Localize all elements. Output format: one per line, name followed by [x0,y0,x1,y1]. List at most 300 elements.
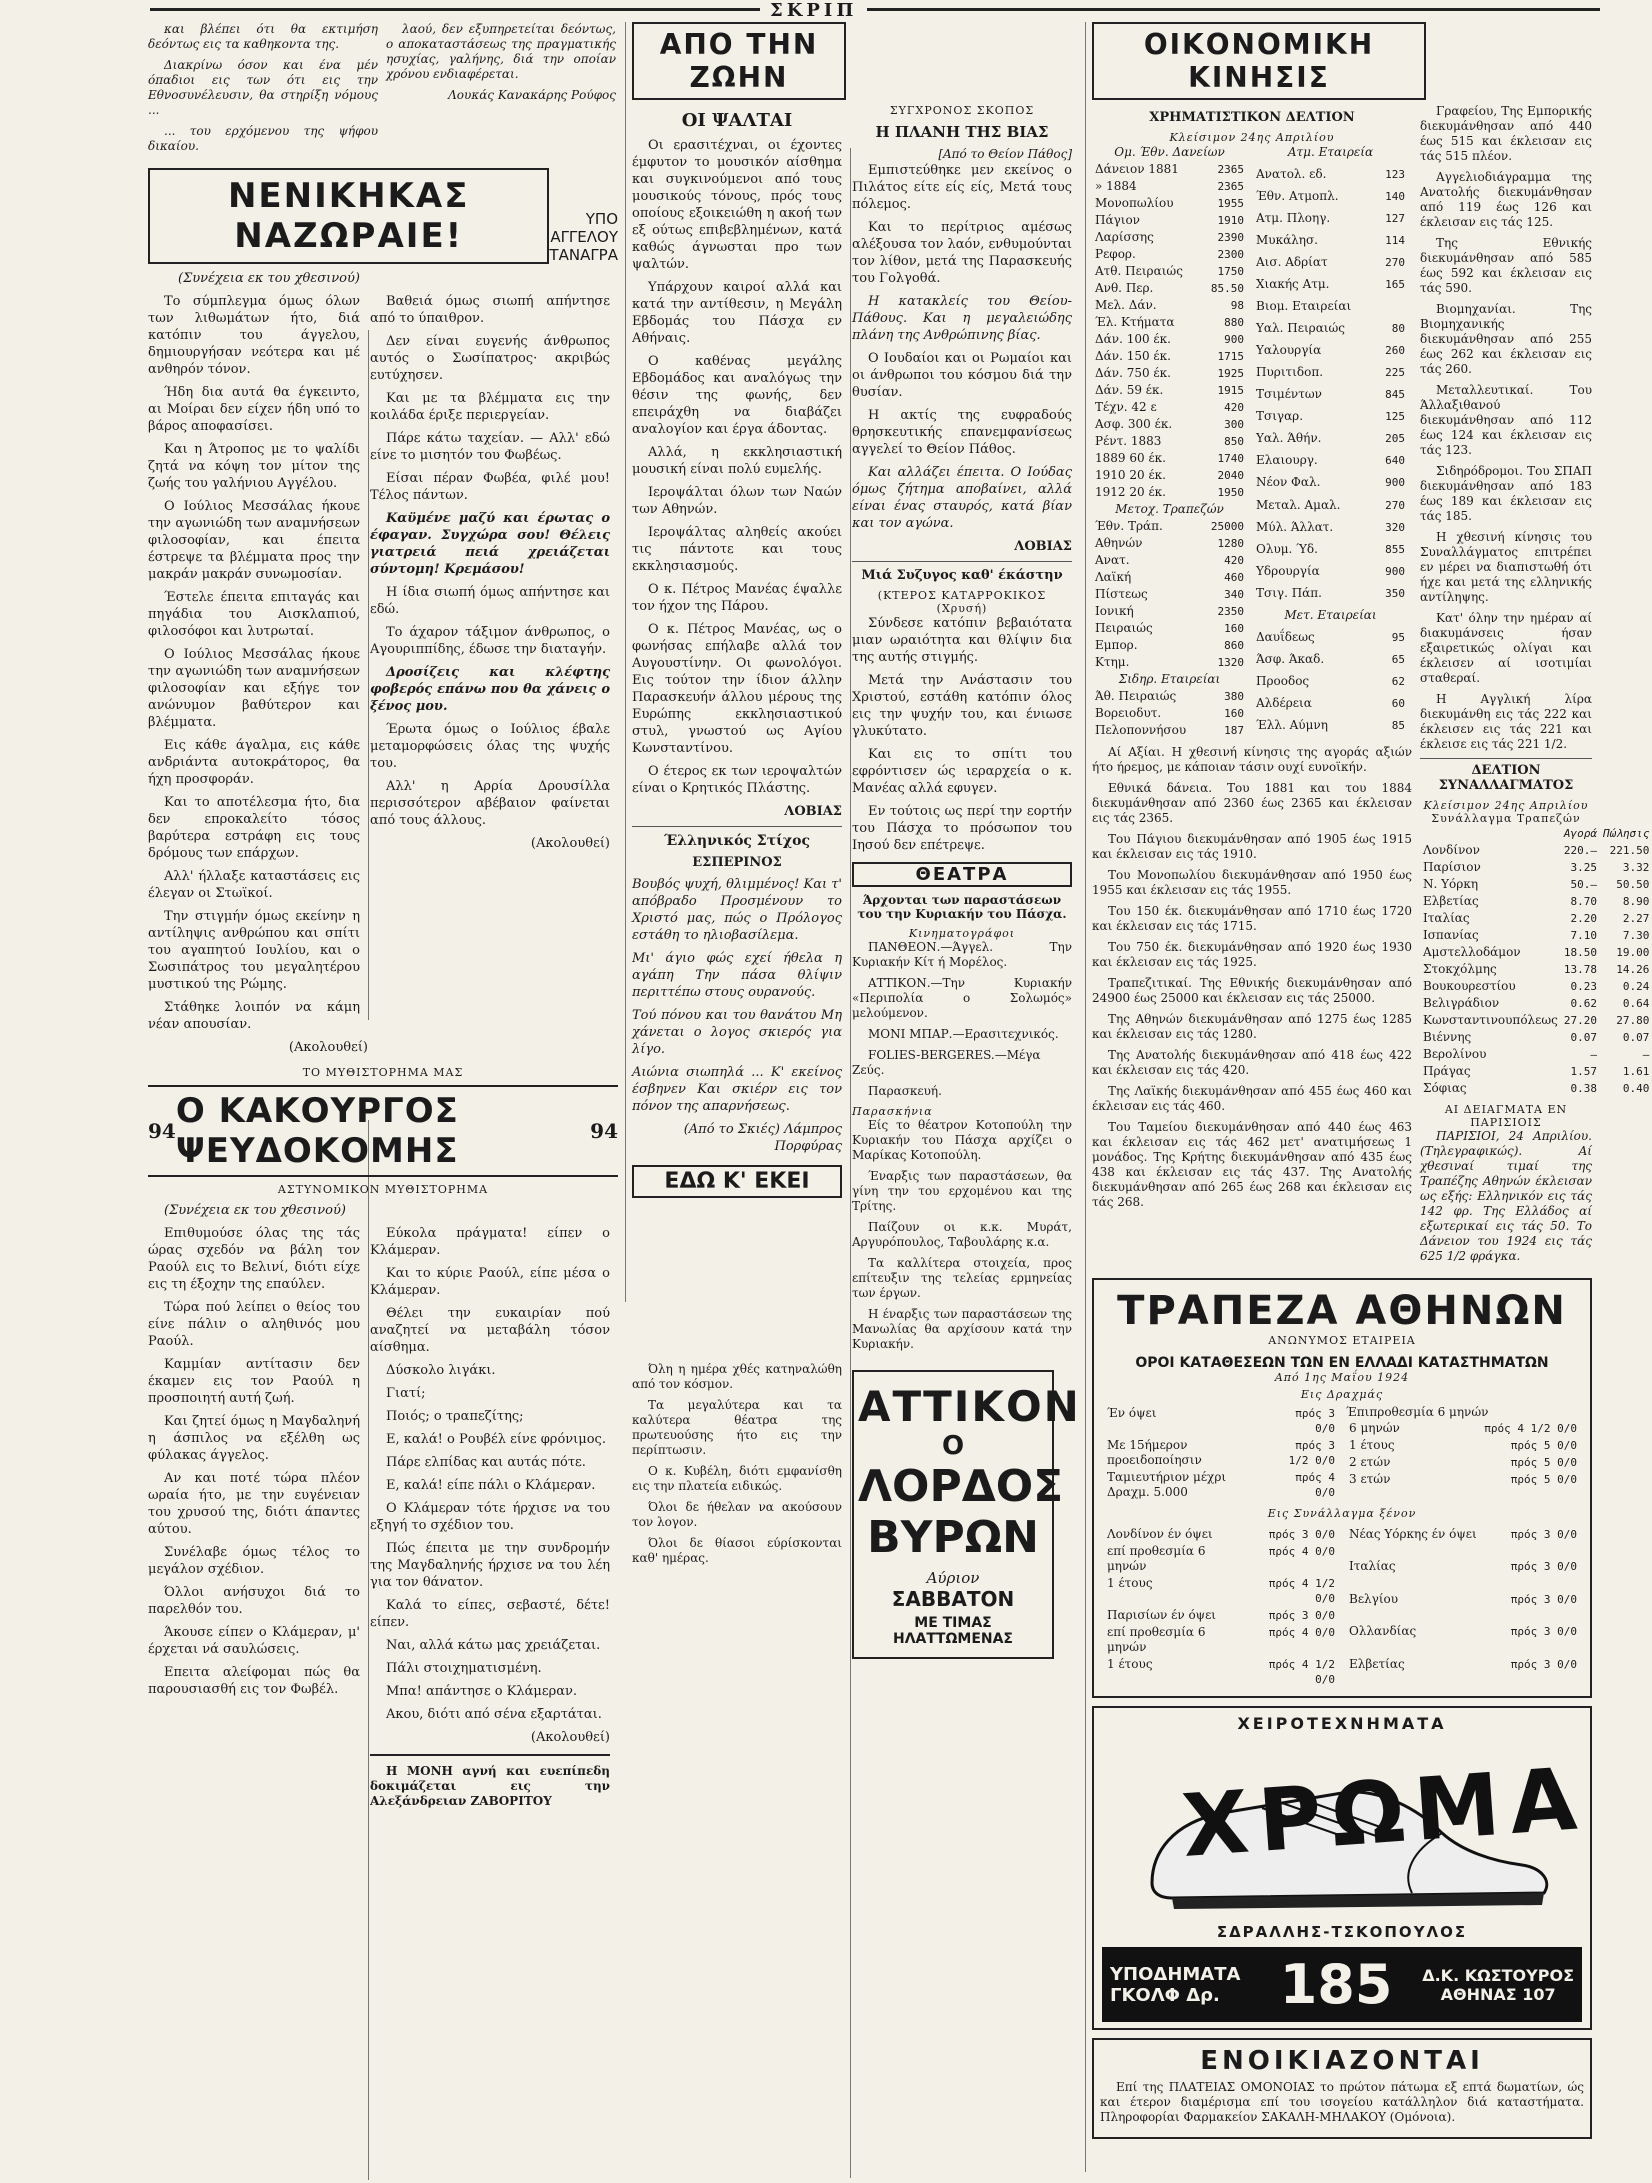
paragraph: Βιομηχανίαι. Της Βιομηχανικής διεκυμάνθησαν από 255 έως 262 και έκλεισαν εις τάς 260. [1420,302,1592,376]
table-row [1253,386,1408,408]
story-col-2 [370,293,610,1039]
middle-bottom [632,1362,1081,1667]
table-row [1420,995,1652,1012]
row-value: 460 [1224,571,1244,584]
ad-line: Αύριον [926,1569,980,1587]
table-row [1253,585,1408,607]
row-label: Ανθ. Περ. [1095,281,1154,295]
row-value: πρός 3 1/2 0/0 [1288,1439,1335,1467]
table-header: Ατμ. Εταιρεία [1287,145,1374,159]
bulletin-title: ΧΡΗΜΑΤΙΣΤΙΚΟΝ ΔΕΛΤΙΟΝ [1149,110,1355,125]
paragraph: Επειτα αλείφομαι πώς θα παρουσιασθή εις τον Φωβέλ. [148,1665,360,1697]
paragraph: Πάρε ελπίδας και αυτάς πότε. [386,1455,586,1470]
paragraph: Η Αγγλική λίρα διεκυμάνθη εις τάς 222 και έκλεισεν εις τάς 221 και έκλεισε εις τάς 221 1/2. [1420,692,1592,751]
row-value: 80 [1391,322,1405,336]
paragraph: Του Μονοπωλίου διεκυμάνθησαν από 1950 έως 1955 και έκλεισαν εις τάς 1955. [1092,868,1412,897]
ad-line: ΑΤΤΙΚΟΝ [858,1382,1081,1431]
table-row [1092,654,1247,671]
story-title: ΝΕΝΙΚΗΚΑΣ ΝΑΖΩΡΑΙΕ! [227,176,470,256]
paragraph: Αγγελιοδιάγραμμα της Ανατολής διεκυμάνθησαν από 119 έως 126 και έκλεισαν εις τάς 125. [1420,170,1592,229]
bulletin-date: Κλείσιμον 24ης Απριλίου [1169,131,1335,144]
table-row [1092,178,1247,195]
column-header: Πώλησις [1603,827,1650,840]
row-value: 260 [1385,344,1405,358]
paragraph: ΜΟΝΙ ΜΠΑΡ.—Ερασιτεχνικός. [868,1027,1059,1041]
shoe-address: ΑΘΗΝΑΣ 107 [1440,1984,1556,2004]
table-row [1420,1046,1652,1063]
row-label: Ατθ. Πειραιώς [1095,264,1183,278]
row-value: 13.78 [1563,963,1597,976]
row-value: 160 [1224,622,1244,635]
row-value: 65 [1391,652,1405,666]
exchange-title: ΔΕΛΤΙΟΝ ΣΥΝΑΛΛΑΓΜΑΤΟΣ [1420,758,1592,793]
paragraph: Δύσκολο λιγάκι. [386,1363,496,1378]
theatra-box [852,862,1072,887]
row-label: Παρίσιον [1423,860,1481,874]
table-row [1346,1558,1580,1590]
row-value: πρός 3 0/0 [1510,1560,1577,1574]
row-value: 2390 [1217,231,1244,244]
rent-text: Επί της ΠΛΑΤΕΙΑΣ ΟΜΟΝΟΙΑΣ το πρώτον πάτωμα εξ επτά δωματίων, ώς και έτερον διαμέρισμα επί του ισογείου κατάλληλον διά καταστήματα. Πληροφορίαι Φαρμακείον ΣΑΚΑΛΗ-ΜΗΛΑΚΟΥ (Ομόνοια). [1100,2080,1584,2124]
row-label: Έν όψει [1107,1406,1157,1420]
paragraph: Δροσίζεις και κλέφτης φοβερός επάνω που θα χάνεις ο ξένος μου. [370,665,610,714]
terms-title: ΟΡΟΙ ΚΑΤΑΘΕΣΕΩΝ ΤΩΝ ΕΝ ΕΛΛΑΔΙ ΚΑΤΑΣΤΗΜΑΤΩΝ [1135,1355,1549,1371]
row-label: 1889 60 έκ. [1095,451,1166,465]
econ-title: ΟΙΚΟΝΟΜΙΚΗ ΚΙΝΗΣΙΣ [1143,28,1375,94]
table-header: Ομ. Έθν. Δανείων [1114,145,1225,159]
paragraph: Η ακτίς της ευφραδούς θρησκευτικής επανεμφανίσεως αγγελεί το Θείον Πάθος. [852,408,1072,457]
row-value: 1.57 [1570,1065,1597,1078]
section-title-box [632,22,846,100]
row-value: 165 [1385,278,1405,292]
table-row [1092,263,1247,280]
row-value: 25000 [1210,520,1244,533]
rent-ad [1092,2038,1592,2139]
row-value: 1750 [1217,265,1244,278]
row-label: Νέον Φαλ. [1256,475,1321,490]
paragraph: Το σύμπλεγμα όμως όλων των λιθωμάτων ήτο, διά κατόπιν του άγγελου, δημιουργήσαν νεότερα και μέ ανθηρόν τόνον. [148,294,360,377]
row-label: Βερολίνου [1423,1047,1487,1061]
section-title: ΑΠΟ ΤΗΝ ΖΩΗΝ [659,28,819,94]
row-value: 225 [1385,366,1405,380]
table-row [1420,1012,1652,1029]
stanza: Τού πόνου και του θανάτου Μη χάνεται ο λογος σκιερός για λίγο. [632,1008,842,1057]
shoe-price: 185 [1279,1953,1393,2016]
row-label: Άσφ. Άκαδ. [1256,651,1325,666]
paragraph: Η ίδια σιωπή όμως απήντησε και εδώ. [370,585,610,617]
table-row [1092,467,1247,484]
sygxronos-label: ΣΥΓΧΡΟΝΟΣ ΣΚΟΠΟΣ [889,104,1035,117]
drachma-terms [1104,1405,1580,1501]
top-rule [150,8,1600,17]
shoe-top: ΧΕΙΡΟΤΕΧΝΗΜΑΤΑ [1237,1714,1447,1733]
row-label: Μελ. Δάν. [1095,298,1157,312]
table-row [1092,552,1247,569]
table-row [1346,1656,1580,1688]
edo-ekei [632,1362,842,1667]
paragraph: Ε, καλά! είπε πάλι ο Κλάμεραν. [386,1478,596,1493]
paragraph: Υπάρχουν καιροί αλλά και κατά την αντίθεσιν, η Μεγάλη Εβδομάς του Πάσχα εν Αθήναις. [632,280,842,346]
row-value: πρός 5 0/0 [1510,1473,1577,1486]
paragraph: Ήδη δια αυτά θα έγκειντο, αι Μοίραι δεν είχεν ήδη υπό το βάρος αποφασίσει. [148,385,360,434]
row-value: πρός 4 1/2 0/0 [1484,1422,1577,1435]
row-value: πρός 5 0/0 [1510,1439,1577,1452]
row-value: 2350 [1217,605,1244,618]
right-column [1092,22,1650,2172]
row-label: Βελιγράδιον [1423,996,1500,1010]
row-value: 125 [1385,410,1405,424]
row-value: 1925 [1217,367,1244,380]
fx-right-table [1346,1526,1580,1688]
row-label: Ανατολ. εδ. [1256,167,1327,182]
shoe-seller: Δ.Κ. ΚΩΣΤΟΥΡΟΣ [1422,1965,1574,1985]
ad-line: ΒΥΡΩΝ [867,1512,1039,1563]
table-row [1104,1437,1338,1469]
econ-right [1420,104,1650,1270]
column-rule [1085,22,1086,2172]
middle-column [632,22,1081,2172]
row-label: Ατμ. Πλοηγ. [1256,211,1331,226]
row-label: Υαλ. Πειραιώς [1256,321,1346,336]
row-label: Πελοποννήσου [1095,723,1187,737]
row-value: πρός 3 0/0 [1295,1407,1335,1435]
row-label: Εμπορ. [1095,638,1138,652]
table-row [1253,430,1408,452]
row-value: 0.62 [1570,997,1597,1010]
stanza: Μι' άγιο φώς εχεί ήθελα η αγάπη Την πάσα θλίψιν περιττέπω στους ουρανούς. [632,951,842,1000]
serial-continued: (Συνέχεια εκ του χθεσινού) [164,1203,346,1218]
table-row [1092,348,1247,365]
attikon-ad [852,1370,1081,1659]
table-row [1253,298,1408,320]
row-label: 6 μηνών [1349,1421,1400,1435]
paragraph: Και το περίτριος αμέσως αλέξουσα τον λαόν, ενθυμούνται τον λίθον, μετά της Παρασκευής του Γολγοθά. [852,220,1073,286]
poem-source: (Από το Σκιές) Λάμπρος Πορφύρας [683,1122,842,1154]
paragraph: Πώς έπειτα με την συνδρομήν της Μαγδαληνής ήρχισε να του λέη για τον θάνατον. [370,1541,610,1590]
paragraph: Της Ανατολής διεκυμάνθησαν από 418 έως 422 και έκλεισαν εις τάς 420. [1092,1048,1412,1077]
table-row [1253,408,1408,430]
exchange-subtitle: Συνάλλαγμα Τραπεζών [1431,812,1581,825]
row-value: 2.20 [1570,912,1597,925]
row-value: 900 [1224,333,1244,346]
row-label: Ιταλίας [1349,1559,1396,1574]
table-row [1253,519,1408,541]
table-row [1253,320,1408,342]
table-row [1253,452,1408,474]
row-label: Ελβετίας [1349,1656,1405,1671]
row-value: πρός 3 0/0 [1268,1609,1335,1622]
row-value: 855 [1385,542,1405,556]
row-label: Δάν. 150 έκ. [1095,349,1171,363]
row-value: πρός 3 0/0 [1510,1625,1577,1639]
paragraph: Εθνικά δάνεια. Του 1881 και του 1884 διεκυμάνθησαν από 2360 έως 2365 και έκλεισαν εις τάς 2365. [1092,781,1412,825]
table-row [1253,166,1408,188]
table-header: Μετοχ. Τραπεζών [1115,502,1224,516]
edo-ekei-title: ΕΔΩ Κ' ΕΚΕΙ [664,1169,810,1194]
table-row [1092,161,1247,178]
ad-line: ΣΑΒΒΑΤΟΝ [891,1587,1015,1611]
row-label: Ταμιευτήριον μέχρι Δραχμ. 5.000 [1107,1470,1227,1499]
table-row [1346,1526,1580,1558]
table-row [1104,1656,1338,1688]
paragraph: Είσαι πέραν Φωβέα, φιλέ μου! Τέλος πάντων. [370,471,610,503]
poem-title: ΕΣΠΕΡΙΝΟΣ [692,855,782,870]
shoe-footer-left: ΥΠΟΔΗΜΑΤΑ ΓΚΟΛΦ Δρ. [1110,1963,1241,2006]
shoe-brand: ΧΡΩΜΑ [1179,1749,1590,1877]
row-label: Δαυΐδεως [1256,629,1315,644]
row-value: 98 [1230,299,1244,312]
row-value: πρός 4 1/2 0/0 [1268,1577,1335,1605]
table-row [1420,1080,1652,1097]
psaltai-title: ΟΙ ΨΑΛΤΑΙ [681,110,793,131]
paragraph: Ο Ιούλιος Μεσσάλας ήκουε την αγωνιώδη των αναμνήσεων φιλοσοφίαν, και έπειτα έστρεψε τα βλέμματα προς την μακράν μακράν συνωμοσίαν. [148,499,360,582]
ad-line: Ο [941,1431,965,1461]
row-value: 900 [1385,564,1405,578]
table-row [1092,416,1247,433]
row-label: Αμστελλοδάμον [1423,945,1521,959]
row-value: 0.40 [1622,1082,1650,1095]
paragraph: Τώρα πού λείπει ο θείος του είνε πάλιν ο αληθινός μου Ραούλ. [148,1300,360,1349]
row-value [1376,298,1408,320]
paragraph: Και το κύριε Ραούλ, είπε μέσα ο Κλάμεραν. [370,1266,610,1298]
table-row [1253,651,1408,673]
row-value: 1915 [1217,384,1244,397]
row-label: Στοκχόλμης [1423,962,1497,976]
table-row [1092,637,1247,654]
row-value: 62 [1391,674,1405,688]
paragraph: Θέλει την ευκαιρίαν πού αναζητεί να μεταβάλη τόσον αίσθημα. [370,1306,610,1355]
row-label: Αλδέρεια [1256,695,1312,710]
table-row [1092,280,1247,297]
exchange-date: Κλείσιμον 24ης Απριλίου [1423,799,1589,812]
row-value: 60 [1391,696,1405,710]
rent-title: ΕΝΟΙΚΙΑΖΟΝΤΑΙ [1200,2046,1484,2076]
row-label: Κωνσταντινουπόλεως [1423,1013,1558,1027]
row-value: 270 [1385,256,1405,270]
table-row [1092,246,1247,263]
row-label: Δάν. 100 έκ. [1095,332,1171,346]
row-value: 8.90 [1622,895,1650,908]
row-label: Αθηνών [1095,536,1143,550]
table-row [1253,188,1408,210]
story-header [148,168,618,264]
paragraph: Είς το θέατρον Κοτοπούλη την Κυριακήν του Πάσχα αρχίζει ο Μαρίκας Κοτοπούλη. [852,1118,1072,1162]
row-value: 3.32 [1622,861,1650,874]
econ-left [1092,104,1412,1270]
row-value: — [1590,1048,1597,1061]
paragraph: Εν τούτοις ως περί την εορτήν του Πάσχα το πρόσωπον του Ιησού δεν επέτρεψε. [852,804,1072,853]
table-row [1253,673,1408,695]
paragraph: Όλη η ημέρα χθές κατηναλώθη από τον κόσμον. [632,1362,842,1391]
paragraph: Εμπιστεύθηκε μεν εκείνος ο Πιλάτος είτε είς είς, Μετά τους πόλεμος. [852,163,1072,212]
serial-subtitle: ΑΣΤΥΝΟΜΙΚΟΝ ΜΥΘΙΣΤΟΡΗΜΑ [277,1183,489,1196]
story-continued: (Συνέχεια εκ του χθεσινού) [178,271,360,286]
table-header: Σιδηρ. Εταιρείαι [1118,672,1221,686]
paragraph: Καμμίαν αντίτασιν δεν έκαμεν εις τον Ραούλ η προσποιητή αυτή ζωή. [148,1357,360,1406]
paragraph: Παίζουν οι κ.κ. Μυράτ, Αργυρόπουλος, Ταβουλάρης κ.α. [852,1220,1072,1249]
paragraph: Όλοι δε ήθελαν να ακούσουν τον λογον. [632,1500,842,1529]
row-label: Ελβετίας [1423,894,1479,908]
table-row [1346,1591,1580,1623]
edo-ekei-box [632,1165,842,1198]
table-row [1253,342,1408,364]
paragraph: Ακου, διότι από σένα εξαρτάται. [386,1707,602,1722]
row-label: Άθ. Πειραιώς [1095,689,1177,703]
table-row [1420,893,1652,910]
drachma-right-table [1346,1420,1580,1488]
paragraph: Ποιός; ο τραπεζίτης; [386,1409,524,1424]
bank-subtitle: ΑΝΩΝΥΜΟΣ ΕΤΑΙΡΕΙΑ [1268,1334,1416,1347]
table-row [1420,1063,1652,1080]
paragraph: Ιεροψάλτας αληθείς ακούει τις πάντοτε και τους εκκλησιασμούς. [632,525,842,574]
econ-body [1092,104,1650,1270]
row-value: 50.50 [1616,878,1650,891]
table-row [1092,484,1247,501]
paragraph: Και ζητεί όμως η Μαγδαληνή η άσπιλος να εξέλθη ως φύλακας άγγελος. [148,1414,360,1463]
table-row [1092,382,1247,399]
table-row [1092,586,1247,603]
row-label: Υαλουργία [1256,343,1322,358]
row-label: Μυκάλησ. [1256,233,1318,248]
row-value: 0.24 [1622,980,1650,993]
row-label: Ιταλίας [1423,911,1470,925]
loans-table [1092,144,1247,739]
row-label: 1910 20 έκ. [1095,468,1166,482]
row-label: Πειραιώς [1095,621,1153,635]
row-value: 0.64 [1622,997,1650,1010]
row-label: Νέας Υόρκης έν όψει [1349,1527,1477,1541]
table-row [1092,212,1247,229]
table-row [1253,232,1408,254]
row-value: 50.— [1570,878,1597,891]
econ-title-box [1092,22,1426,100]
table-row [1420,876,1652,893]
table-row [1253,364,1408,386]
row-value: πρός 3 0/0 [1268,1528,1335,1541]
paragraph: Του Πάγιου διεκυμάνθησαν από 1905 έως 1915 και έκλεισαν εις τάς 1910. [1092,832,1412,861]
row-label: Σόφιας [1423,1081,1467,1095]
paragraph: Ο Ιουδαίοι και οι Ρωμαίοι και οι άνθρωποι του κόσμου διά την θυσίαν. [852,351,1072,400]
paragraph: Ο Ιούλιος Μεσσάλας ήκουε την αγωνιώδη των αναμνήσεων φιλοσοφίαν και εξήγε τον ανώνυμον βαθύτερον και βλέμματα. [148,647,360,730]
table-row [1092,297,1247,314]
paragraph: Καϋμένε μαζύ και έρωτας ο έφαγαν. Συγχώρα σου! Θέλεις γιατρειά πειά χρειάζεται σύντομη! Κρεμάσου! [370,511,610,577]
stanza: Αιώνια σιωπηλά ... Κ' εκείνος έσβηνεν Και σκιέρν εις τον πόνον της απαρνήσεως. [632,1065,842,1114]
table-row [1253,497,1408,519]
table-row [1092,365,1247,382]
paragraph: Αλλά, η εκκλησιαστική μουσική είναι πολύ ευμελής. [632,445,842,477]
row-value: πρός 4 0/0 [1268,1545,1335,1558]
row-value: 350 [1385,586,1405,600]
paragraph: Παρασκευή. [868,1084,942,1098]
middle-col-2 [852,104,1072,1358]
row-label: Έθν. Τράπ. [1095,519,1163,533]
paris-header: ΑΙ ΔΕΙΑΓΜΑΤΑ ΕΝ ΠΑΡΙΣΙΟΙΣ [1444,1103,1568,1129]
table-row [1092,331,1247,348]
row-value: 0.23 [1570,980,1597,993]
paragraph: Έστελε έπειτα επιταγάς και πηγάδια του Αισκλαπιού, φιλοσόφοι και λυτρωταί. [148,590,360,639]
row-value: 320 [1385,520,1405,534]
shoe-ad [1092,1706,1592,2030]
story-body [148,293,618,1039]
table-row [1104,1607,1338,1624]
story-col-1 [148,293,360,1039]
row-label: Βελγίου [1349,1591,1399,1606]
paragraph: Δεν είναι ευγενής άνθρωπος αυτός ο Σωσίπατρος· ακριβώς ευτύχησεν. [370,334,610,383]
paragraph: Αί Αξίαι. Η χθεσινή κίνησις της αγοράς αξιών ήτο ήρεμος, με κάποιαν τάσιν ουχί ευνοϊκήν. [1092,745,1412,774]
drachma-left-table [1104,1405,1338,1501]
paragraph: Όλοι δε θίασοι εύρίσκονται καθ' ημέρας. [632,1536,842,1565]
poem [632,876,842,1155]
continued-note: (Ακολουθεί) [530,1730,610,1745]
row-label: » 1884 [1095,179,1137,193]
paragraph: Άκουσε είπεν ο Κλάμεραν, μ' έρχεται νά σαυλώσεις. [148,1625,360,1657]
paragraph: Του Ταμείου διεκυμάνθησαν από 440 έως 463 και έκλεισαν εις τάς 462 μετ' ανατιμήσεως 1 μονάδος. Της Κρήτης διεκυμάνθησαν από 435 έως 438 και έκλεισαν εις τάς 437. Της Ανατολής διεκυμάνθησαν από 265 έως 268 και έκλεισαν εις τάς 268. [1092,1120,1412,1209]
row-label: Τσιγ. Πάπ. [1256,585,1322,600]
row-label: Βιομ. Εταιρείαι [1256,299,1352,314]
table-row [1253,563,1408,585]
table-row [1346,1454,1580,1471]
row-label: Δάν. 750 έκ. [1095,366,1171,380]
row-value: 0.07 [1570,1031,1597,1044]
row-label: Βιέννης [1423,1030,1472,1044]
row-value: 85 [1391,718,1405,732]
row-label: Ολλανδίας [1349,1624,1417,1639]
paragraph: Πάρε κάτω ταχείαν. — Αλλ' εδώ είνε το μισητόν του Φωβέως. [370,431,610,463]
paragraph: Μετά την Ανάστασιν του Χριστού, εστάθη κατόπιν όλος εις την ψυχήν του, και ένιωσε γλυκύτατο. [852,673,1072,739]
paragraph: Σιδηρόδρομοι. Του ΣΠΑΠ διεκυμάνθησαν από 183 έως 189 και έκλεισαν εις τάς 185. [1420,464,1592,523]
table-row [1104,1543,1338,1575]
row-value: 123 [1385,168,1405,182]
shoe-footer-right [1422,1966,1574,2004]
fx-left-table [1104,1526,1338,1688]
paragraph: Μεταλλευτικαί. Του Άλλαξιθανού διεκυμάνθησαν από 112 έως 124 και έκλεισαν εις τάς 123. [1420,383,1592,457]
row-label: Πράγας [1423,1064,1471,1078]
row-value: πρός 4 0/0 [1295,1471,1335,1499]
shares-table [1253,144,1408,739]
row-value: 19.00 [1616,946,1650,959]
bottom-note: Η ΜΟΝΗ αγνή και ευεπίπεδη δοκιμάζεται εις την Αλεξάνδρειαν ΖΑΒΟΡΙΤΟΥ [370,1764,610,1808]
row-label: Τέχν. 42 ε [1095,400,1157,414]
left-column [148,22,618,2172]
row-value: 420 [1224,554,1244,567]
paragraph: Εις κάθε άγαλμα, εις κάθε ανδριάντα αυτοκράτορος, θα ήχη προσφοράν. [148,738,360,787]
row-value: 95 [1391,630,1405,644]
row-label: Πίστεως [1095,587,1148,601]
table-row [1092,314,1247,331]
table-row [1253,276,1408,298]
paragraph: Αν και ποτέ τώρα πλέον ωραία ήτο, με την ευγένειαν του χρυσού της, διότι άπαντες αύτου. [148,1471,360,1537]
row-value: 1.61 [1622,1065,1650,1078]
theatra-subtitle: Άρχονται των παραστάσεων του την Κυριακήν του Πάσχα. [857,893,1067,921]
table-row [1420,961,1652,978]
row-label: Λονδίνον έν όψει [1107,1527,1213,1541]
row-value: 1740 [1217,452,1244,465]
paragraph: Του 150 έκ. διεκυμάνθησαν από 1710 έως 1720 και έκλεισαν εις τάς 1715. [1092,904,1412,933]
row-label: Λαϊκή [1095,570,1132,584]
table-row [1420,910,1652,927]
row-label: Ελαιουργ. [1256,453,1318,468]
table-row [1092,433,1247,450]
story-title-box [148,168,549,264]
row-label: Πάγιον [1095,213,1140,227]
paragraph: Όλλοι ανήσυχοι διά το παρελθόν του. [148,1585,360,1617]
paragraph: Και η Άτροπος με το ψαλίδι ζητά να κόψη τον μίτον της ζωής του γαλήνιου Αγγέλου. [148,442,360,491]
row-value: 850 [1224,435,1244,448]
top-fragment [148,22,618,160]
row-value: 1950 [1217,486,1244,499]
table-row [1104,1624,1338,1656]
row-value: 900 [1385,476,1405,490]
